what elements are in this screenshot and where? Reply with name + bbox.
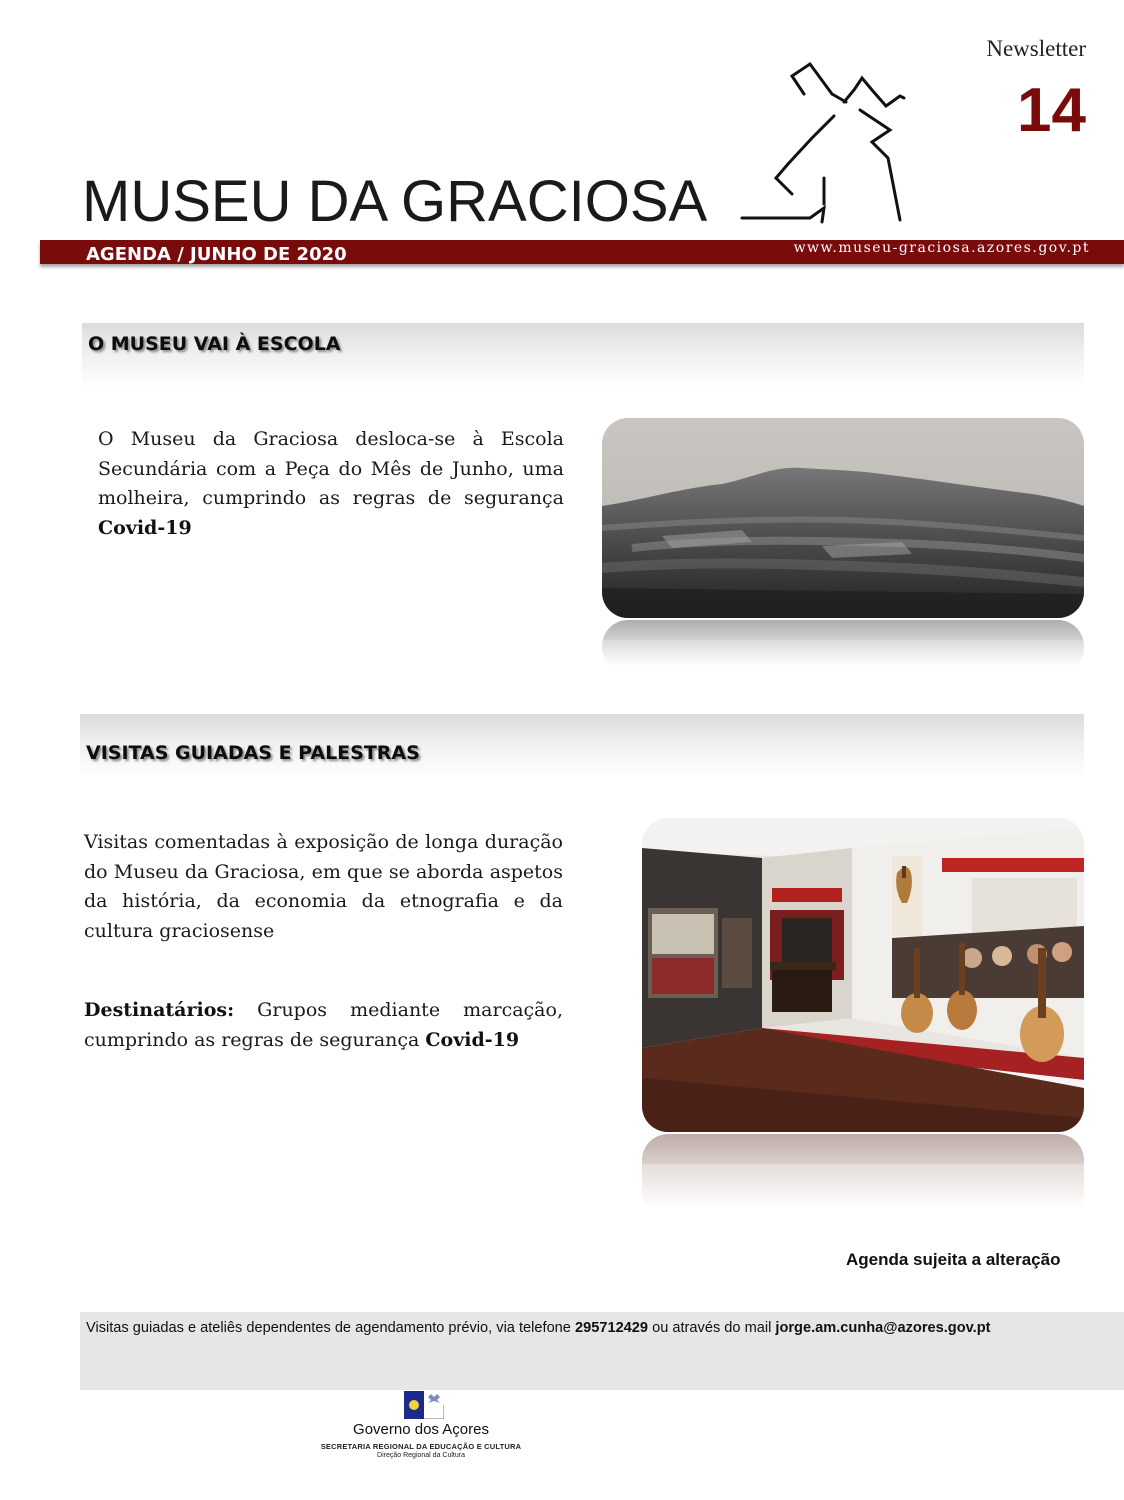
government-logo — [312, 1390, 530, 1460]
government-directorate: Direção Regional da Cultura — [377, 1452, 465, 1459]
visits-audience — [84, 996, 563, 1055]
windmill-logo-icon — [740, 58, 910, 226]
audience-covid-label: Covid-19 — [425, 1028, 520, 1051]
contact-text-or: ou através do mail — [648, 1320, 776, 1336]
issue-number: 14 — [1017, 76, 1086, 145]
exhibition-photo-reflection — [642, 1134, 1084, 1220]
newsletter-label: Newsletter — [986, 36, 1086, 61]
section-header-school — [82, 323, 1084, 387]
azores-flag-icon — [404, 1391, 444, 1419]
school-covid-label: Covid-19 — [98, 516, 192, 539]
government-secretariat: SECRETARIA REGIONAL DA EDUCAÇÃO E CULTURA — [320, 1442, 522, 1451]
section-title-visits: VISITAS GUIADAS E PALESTRAS — [86, 742, 420, 764]
contact-box — [80, 1312, 1124, 1390]
exhibition-photo — [642, 818, 1084, 1132]
section-title-school: O MUSEU VAI À ESCOLA — [88, 333, 341, 355]
schedule-note: Agenda sujeita a alteração — [846, 1250, 1061, 1269]
landscape-photo-reflection — [602, 620, 1084, 674]
section-header-visits — [80, 714, 1084, 778]
audience-text: Grupos mediante marcação, cumprindo as regras de segurança — [84, 999, 563, 1051]
contact-text — [86, 1320, 990, 1336]
school-paragraph-text: O Museu da Graciosa desloca-se à Escola Secundária com a Peça do Mês de Junho, uma molheira, cumprindo as regras de segurança — [98, 428, 564, 509]
museum-title: MUSEU DA GRACIOSA — [82, 169, 708, 234]
website-link[interactable]: www.museu-graciosa.azores.gov.pt — [793, 240, 1090, 256]
header-band — [40, 240, 1124, 264]
contact-text-intro: Visitas guiadas e ateliês dependentes de agendamento prévio, via telefone — [86, 1320, 575, 1336]
school-paragraph — [98, 425, 564, 543]
visits-paragraph: Visitas comentadas à exposição de longa duração do Museu da Graciosa, em que se aborda aspetos da história, da economia da etnografia e da cultura graciosense — [84, 831, 563, 942]
government-name: Governo dos Açores — [353, 1421, 489, 1438]
audience-label: Destinatários: — [84, 999, 235, 1021]
agenda-label: AGENDA / JUNHO DE 2020 — [86, 244, 347, 265]
contact-phone[interactable]: 295712429 — [574, 1320, 649, 1336]
landscape-photo — [602, 418, 1084, 618]
contact-email[interactable]: jorge.am.cunha@azores.gov.pt — [775, 1320, 991, 1336]
